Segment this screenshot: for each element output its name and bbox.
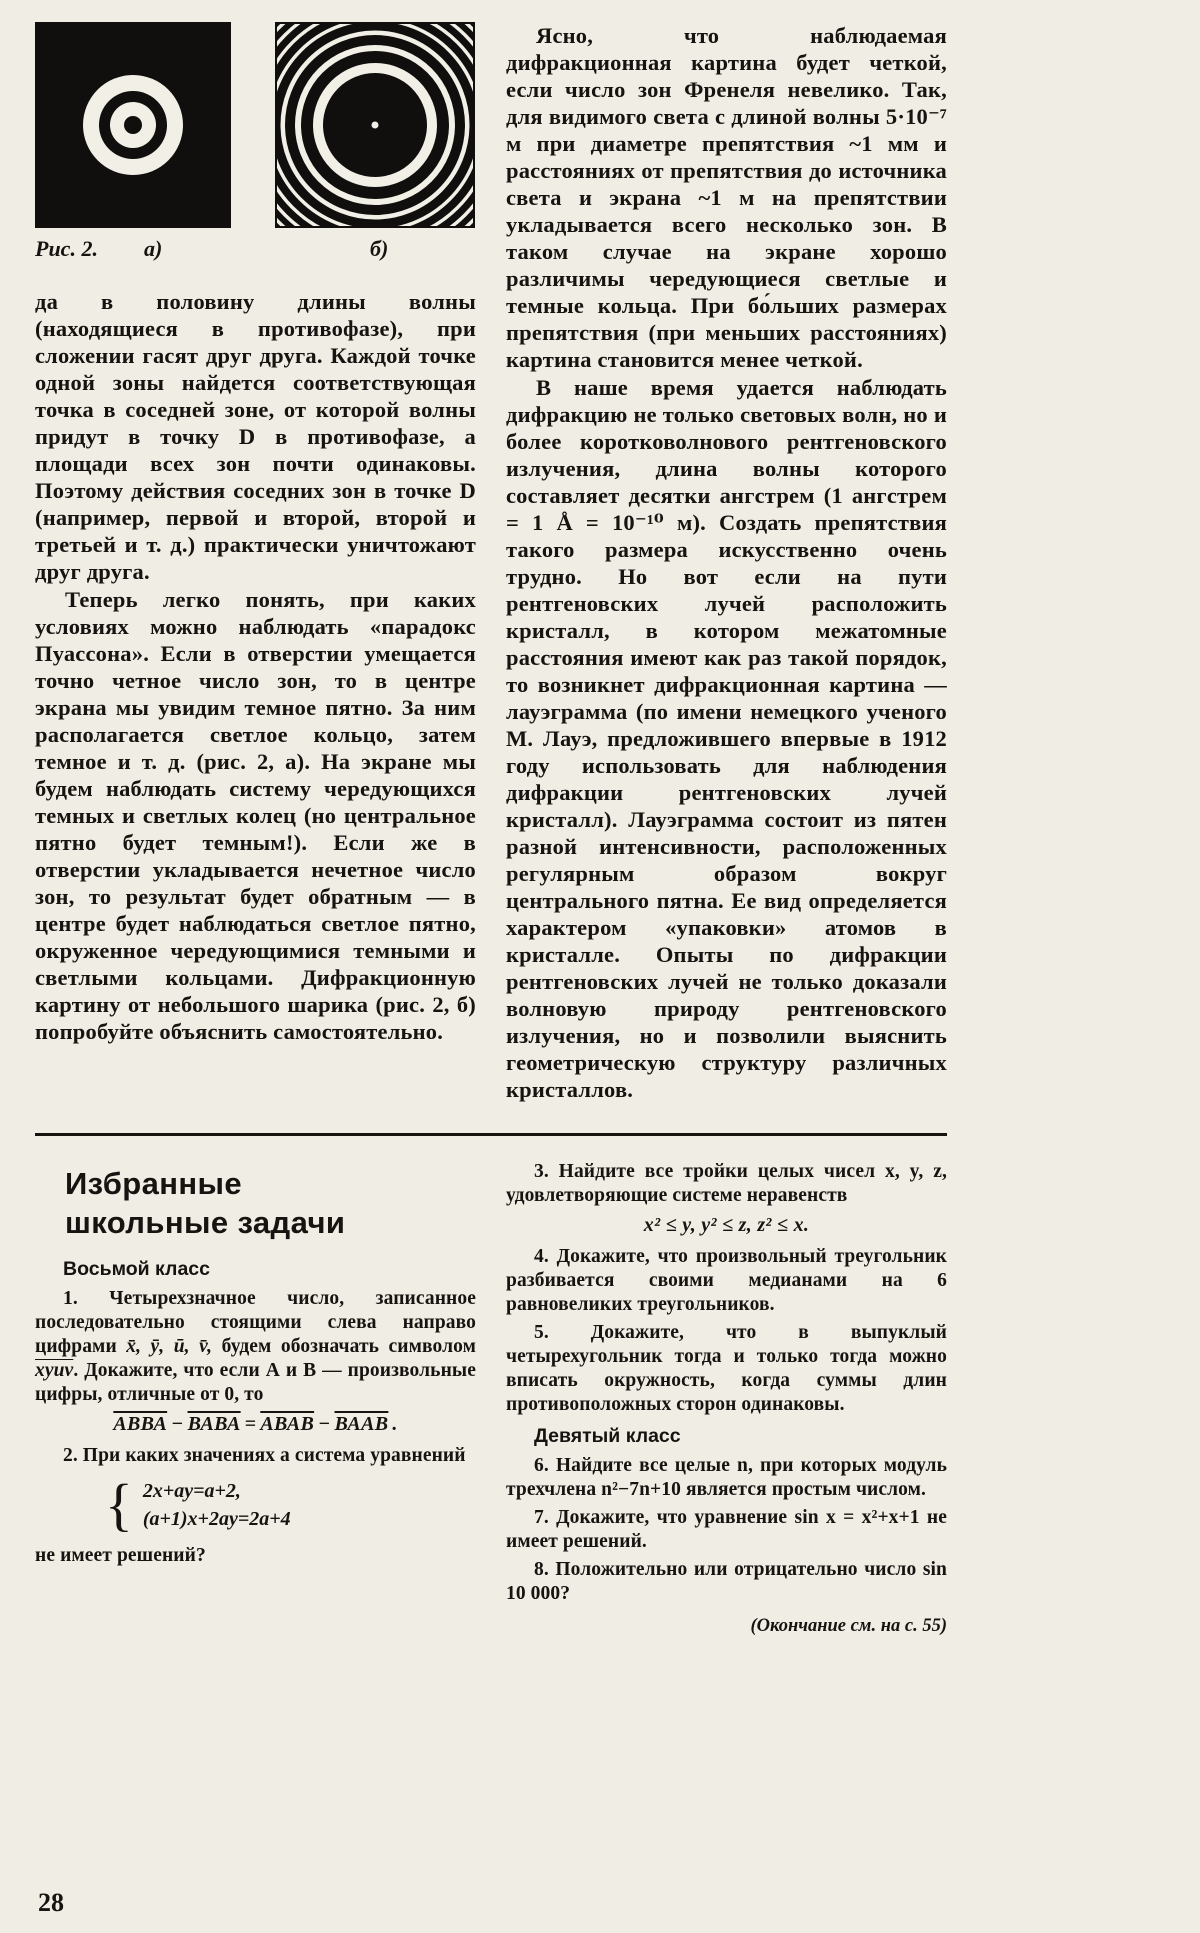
problems-section: [35, 1160, 947, 1637]
problem-7: 7. Докажите, что уравнение sin x = x²+x+1 не имеет решений.: [506, 1507, 947, 1552]
figure-b-caption: [275, 236, 475, 262]
formula-operator: =: [244, 1413, 257, 1435]
problem-1-symbol-dot: .: [73, 1360, 79, 1381]
problem-1-variables: x̄, ȳ, ū, v̄,: [126, 1336, 213, 1357]
system-equation-2: (a+1)x+2ay=2a+4: [142, 1508, 291, 1530]
problem-1-text-3: Докажите, что если А и В — произвольные цифры, отличные от 0, то: [35, 1360, 477, 1405]
article-paragraph-right-2: В наше время удается наблюдать дифракцию не только световых волн, но и более коротковолнового рентгеновского излучения, длина волны которого составляет десятки ангстрем (1 ангстрем = 1 Å = 10⁻¹⁰ м). Создать препятствия такого размера искусственно очень трудно. Но вот если на пути рентгеновских лучей расположить кристалл, в котором межатомные расстояния имеют как раз такой порядок, то возникнет дифракционная картина — лауэграмма (по имени немецкого ученого М. Лауэ, предложившего впервые в 1912 году использовать для наблюдения дифракции рентгеновских лучей кристалл). Лауэграмма состоит из пятен разной интенсивности, расположенных регулярным образом вокруг центрального пятна. Ее вид определяется характером «упаковки» атомов в кристалле. Опыты по дифракции рентгеновских лучей не только доказали волновую природу рентгеновского излучения, но и позволили выяснить геометрическую структуру различных кристаллов.: [506, 375, 947, 1102]
problems-left-column: [35, 1160, 476, 1637]
problem-3-formula: x² ≤ y, y² ≤ z, z² ≤ x.: [643, 1214, 810, 1236]
figure-a-label: а): [143, 236, 163, 261]
problem-1-text-2: будем обозначать символом: [221, 1336, 476, 1357]
problem-1-symbol: xyuv: [35, 1360, 74, 1381]
problems-section-title: [65, 1164, 476, 1242]
system-equations: [143, 1477, 291, 1533]
continuation-note: (Окончание см. на с. 55): [750, 1616, 947, 1636]
problem-2: 2. При каких значениях a система уравнений: [63, 1445, 466, 1466]
figure-b-label: б): [370, 236, 389, 261]
article-columns: [35, 22, 947, 1103]
article-paragraph-left-2: Теперь легко понять, при каких условиях можно наблюдать «парадокс Пуассона». Если в отверстии умещается точно четное число зон, то в центре экрана мы увидим темное пятно. За ним располагается светлое кольцо, затем темное и т. д. (рис. 2, а). На экране мы будем наблюдать систему чередующихся темных и светлых колец (но центральное пятно будет темным!). Если же в отверстии укладывается нечетное число зон, то результат будет обратным — в центре будет наблюдаться светлое пятно, окруженное чередующимися темными и светлыми кольцами. Дифракционную картину от небольшого шарика (рис. 2, б) попробуйте объяснить самостоятельно.: [35, 587, 476, 1044]
formula-operator: −: [318, 1413, 331, 1435]
problems-title-line-2: школьные задачи: [65, 1205, 346, 1240]
figure-b-zone-plate-icon: [275, 22, 475, 228]
figure-caption-row: [35, 236, 476, 262]
problem-8: 8. Положительно или отрицательно число sin 10 000?: [506, 1559, 947, 1604]
problem-1: [35, 1287, 476, 1407]
problems-title-line-1: Избранные: [65, 1166, 243, 1201]
problem-3: 3. Найдите все тройки целых чисел x, y, z, удовлетворяющие системе неравенств: [506, 1161, 947, 1206]
formula-term: ВААВ: [334, 1413, 389, 1435]
page-content: [35, 22, 947, 1637]
section-divider-rule: [35, 1133, 947, 1136]
article-paragraph-left-1: да в половину длины волны (находящиеся в противофазе), при сложении гасят друг друга. Каждой точке одной зоны найдется соответствующая точка в соседней зоне, от которой волны придут в точку D в противофазе, а площади всех зон почти одинаковы. Поэтому действия соседних зон в точке D (например, первой и второй, второй и третьей и т. д.) практически уничтожают друг друга.: [35, 289, 476, 584]
problem-1-formula: [35, 1413, 476, 1436]
system-equation-1: 2x+ay=a+2,: [142, 1480, 241, 1502]
system-brace: {: [105, 1472, 133, 1537]
problem-6: 6. Найдите все целые n, при которых модуль трехчлена n²−7n+10 является простым числом.: [506, 1455, 947, 1500]
problem-2-conclusion: не имеет решений?: [35, 1545, 206, 1566]
grade-9-heading: Девятый класс: [534, 1425, 681, 1447]
figure-caption-label: Рис. 2.: [35, 236, 98, 261]
formula-period: .: [392, 1413, 398, 1435]
problem-5: 5. Докажите, что в выпуклый четырехугольник тогда и только тогда можно вписать окружность, когда суммы длин противоположных сторон одинаковы.: [506, 1322, 947, 1415]
problem-4: 4. Докажите, что произвольный треугольник разбивается своими медианами на 6 равновеликих треугольников.: [506, 1246, 947, 1315]
figure-row: [35, 22, 476, 228]
article-left-column: [35, 22, 476, 1103]
article-paragraph-right-1: Ясно, что наблюдаемая дифракционная картина будет четкой, если число зон Френеля невелико. Так, для видимого света с длиной волны 5·10⁻⁷ м при диаметре препятствия ~1 мм и расстояниях от препятствия до источника света и экрана ~1 м на препятствии укладывается всего несколько зон. В таком случае на экране хорошо различимы чередующиеся светлые и темные кольца. При бо́льших размерах препятствия (при меньших расстояниях) картина становится менее четкой.: [506, 23, 947, 372]
formula-operator: −: [171, 1413, 184, 1435]
problem-2-equation-system: [105, 1472, 476, 1537]
page-number: 28: [38, 1888, 64, 1917]
grade-8-heading: Восьмой класс: [63, 1258, 210, 1280]
formula-term: АВВА: [113, 1413, 168, 1435]
problem-1-text-1: 1. Четырехзначное число, записанное последовательно стоящими слева направо цифрами: [35, 1288, 476, 1357]
figure-a-diffraction-pattern-icon: [35, 22, 231, 228]
formula-term: АВАВ: [260, 1413, 315, 1435]
formula-term: ВАВА: [187, 1413, 241, 1435]
article-right-column: [506, 22, 947, 1103]
figure-a-caption: [35, 236, 231, 262]
problems-right-column: [506, 1160, 947, 1637]
